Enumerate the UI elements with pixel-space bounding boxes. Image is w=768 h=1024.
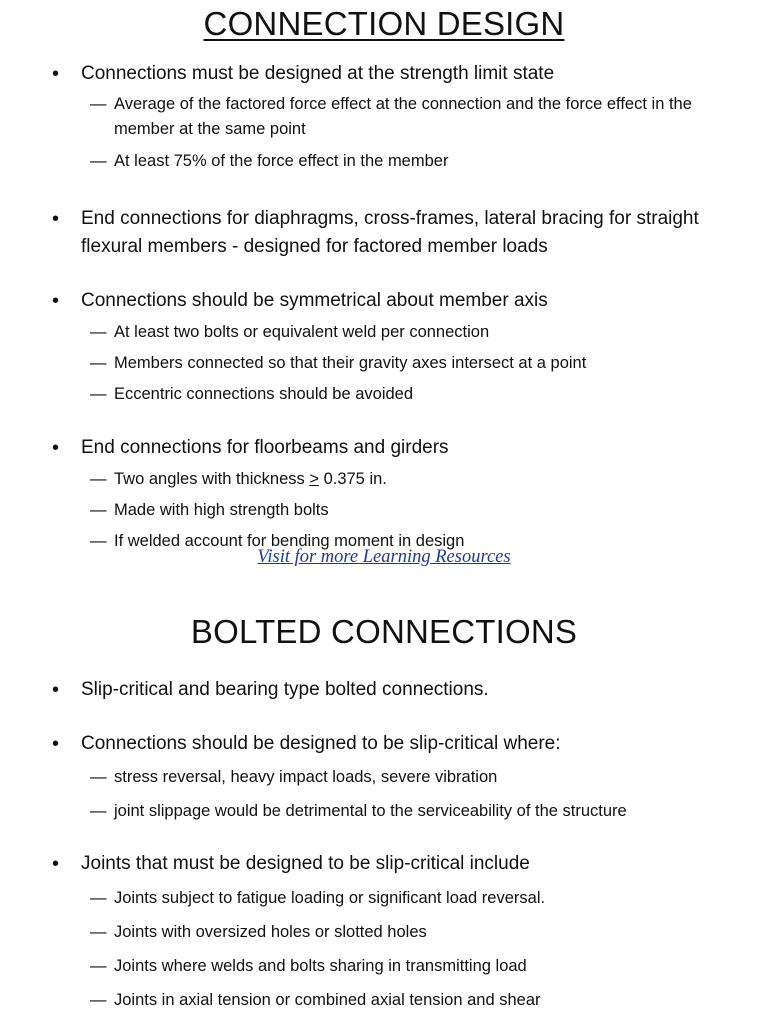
sub-text: Joints with oversized holes or slotted holes	[114, 923, 427, 941]
dash-glyph: —	[90, 470, 107, 488]
bullet-glyph: •	[52, 853, 60, 875]
bullet-text: Connections should be designed to be slip-critical where:	[81, 733, 561, 754]
learning-resources-link[interactable]: Visit for more Learning Resources	[257, 547, 511, 567]
sub-text: Made with high strength bolts	[114, 501, 329, 519]
sub-text: Eccentric connections should be avoided	[114, 385, 414, 403]
dash-glyph: —	[90, 889, 107, 907]
bullet-text: Slip-critical and bearing type bolted connections.	[81, 679, 489, 700]
sub-item	[90, 382, 740, 407]
bullet-item	[52, 730, 742, 758]
sub-item	[90, 920, 740, 945]
bullet-text: End connections for diaphragms, cross-frames, lateral bracing for straight flexural members - designed for factored member loads	[81, 208, 699, 257]
dash-glyph: —	[90, 95, 107, 113]
dash-glyph: —	[90, 802, 107, 820]
sub-text-thickness	[114, 467, 740, 492]
sub-item	[90, 886, 740, 911]
sub-text-prefix: Two angles with thickness	[114, 470, 310, 488]
bullet-glyph: •	[52, 679, 60, 701]
sub-text: Average of the factored force effect at the connection and the force effect in the member at the same point	[114, 95, 692, 138]
bullet-glyph: •	[52, 437, 60, 459]
bullet-item	[52, 434, 742, 462]
dash-glyph: —	[90, 323, 107, 341]
sub-text: joint slippage would be detrimental to the serviceability of the structure	[114, 802, 627, 820]
bullet-item	[52, 205, 742, 261]
sub-item	[90, 92, 740, 142]
sub-text-suffix: 0.375 in.	[318, 470, 387, 488]
sub-text: Members connected so that their gravity axes intersect at a point	[114, 354, 587, 372]
section-title-bolted-connections: BOLTED CONNECTIONS	[190, 613, 578, 650]
sub-item	[90, 954, 740, 979]
sub-text: Joints subject to fatigue loading or significant load reversal.	[114, 889, 546, 907]
bullet-text: Joints that must be designed to be slip-critical include	[81, 853, 530, 874]
dash-glyph: —	[90, 991, 107, 1009]
dash-glyph: —	[90, 957, 107, 975]
bullet-glyph: •	[52, 63, 60, 85]
dash-glyph: —	[90, 152, 107, 170]
sub-text: stress reversal, heavy impact loads, severe vibration	[114, 768, 498, 786]
bullet-text: Connections should be symmetrical about member axis	[81, 290, 548, 311]
sub-text: If welded account for bending moment in design	[114, 532, 465, 550]
dash-glyph: —	[90, 923, 107, 941]
dash-glyph: —	[90, 354, 107, 372]
sub-text: At least two bolts or equivalent weld per connection	[114, 323, 490, 341]
bullet-glyph: •	[52, 208, 60, 230]
bullet-item	[52, 850, 742, 878]
sub-item	[90, 765, 740, 790]
dash-glyph: —	[90, 501, 107, 519]
sub-item	[90, 149, 740, 174]
sub-item	[90, 799, 740, 824]
bullet-item	[52, 60, 742, 88]
sub-item	[90, 988, 740, 1013]
bullet-item	[52, 676, 742, 704]
bullet-text: End connections for floorbeams and girders	[81, 437, 449, 458]
section-title-connection-design: CONNECTION DESIGN	[203, 5, 565, 42]
dash-glyph: —	[90, 385, 107, 403]
sub-item	[90, 498, 740, 523]
bullet-glyph: •	[52, 733, 60, 755]
sub-text: Joints where welds and bolts sharing in transmitting load	[114, 957, 527, 975]
sub-text: Joints in axial tension or combined axial tension and shear	[114, 991, 541, 1009]
bullet-text: Connections must be designed at the strength limit state	[81, 63, 555, 84]
dash-glyph: —	[90, 768, 107, 786]
bullet-item	[52, 287, 742, 315]
sub-item	[90, 320, 740, 345]
bullet-glyph: •	[52, 290, 60, 312]
sub-item	[90, 467, 740, 492]
greater-equal-symbol: >	[309, 470, 319, 488]
dash-glyph: —	[90, 532, 107, 550]
sub-item	[90, 351, 740, 376]
sub-text: At least 75% of the force effect in the member	[114, 152, 449, 170]
